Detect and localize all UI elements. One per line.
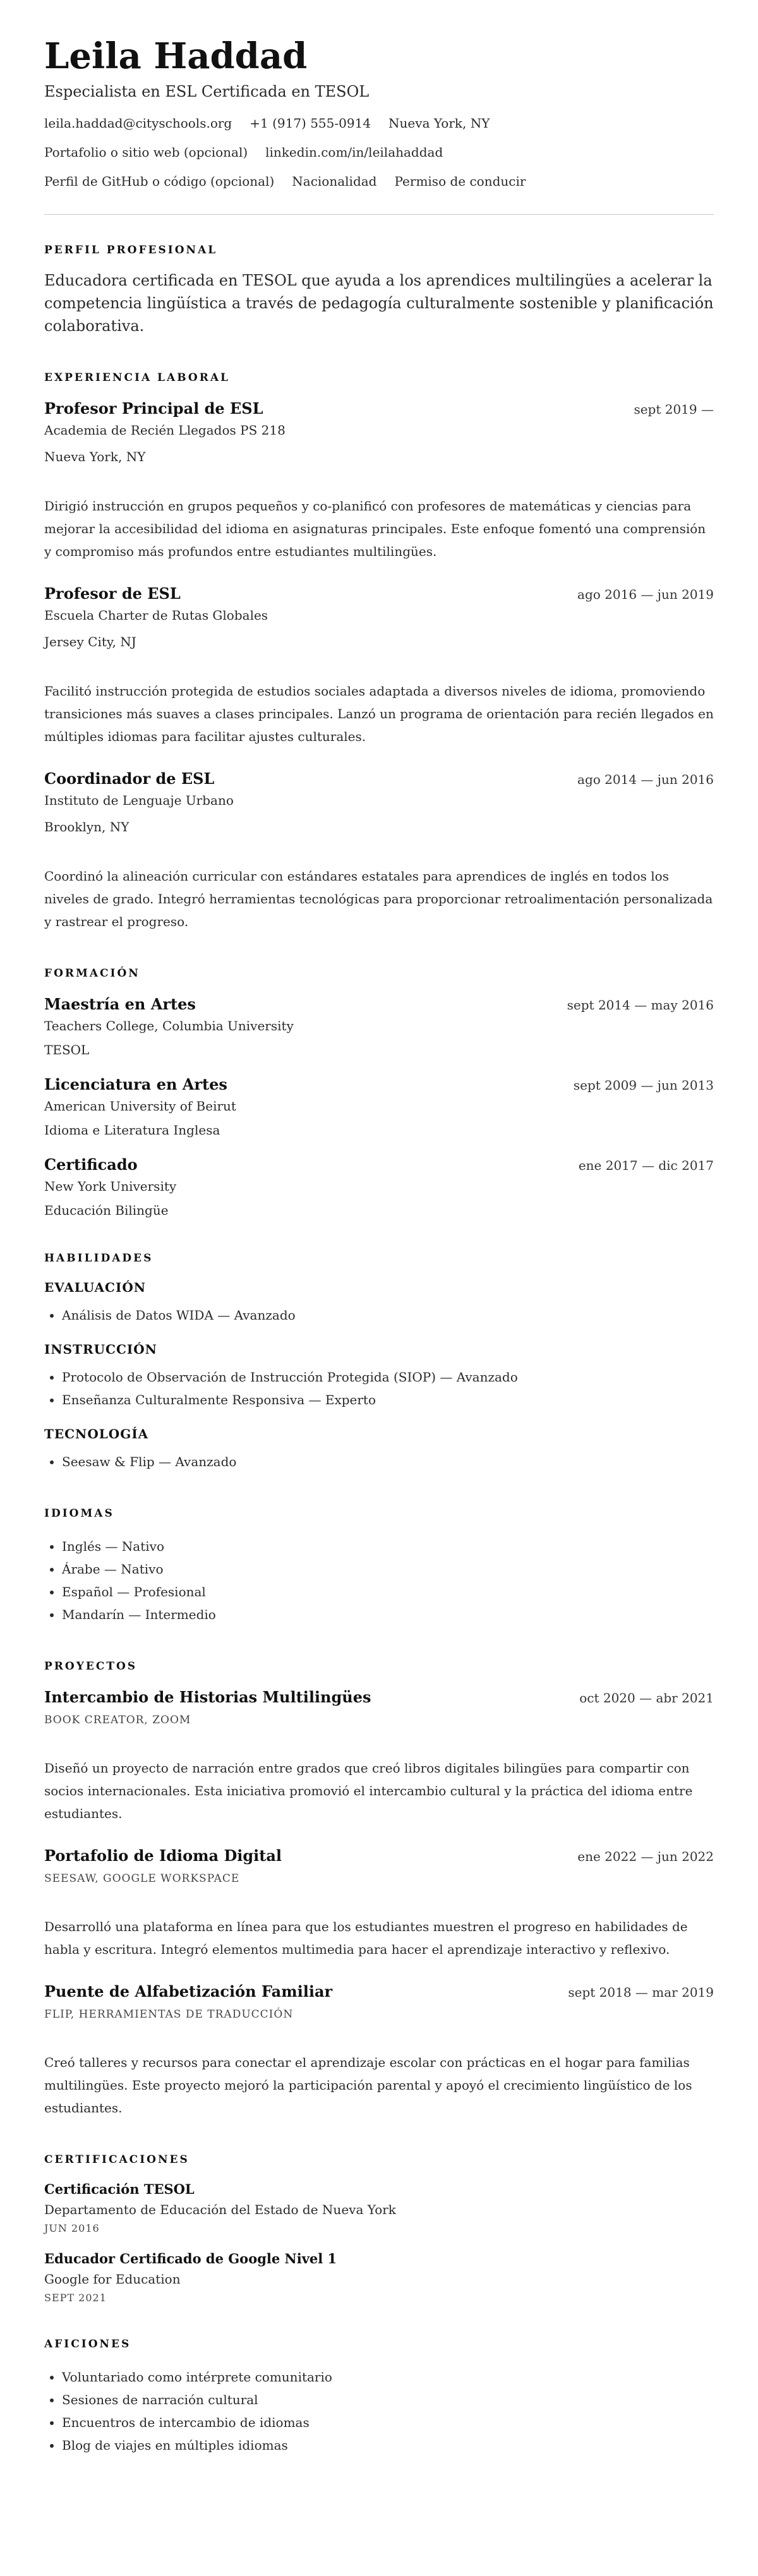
school-name: Teachers College, Columbia University — [44, 1018, 294, 1033]
skill-category: TECNOLOGÍA — [44, 1426, 149, 1441]
section-title-certifications: CERTIFICACIONES — [44, 2153, 190, 2166]
candidate-name: Leila Haddad — [44, 35, 308, 77]
skill-items — [44, 1304, 714, 1327]
certification-title: Educador Certificado de Google Nivel 1 — [44, 2250, 337, 2266]
project-entry — [44, 1688, 714, 1825]
section-title-summary: PERFIL PROFESIONAL — [44, 243, 218, 256]
experience-section — [44, 371, 714, 933]
project-description: Diseñó un proyecto de narración entre grados que creó libros digitales bilingües para compartir con socios internacionales. Esta iniciativa promovió el intercambio cultural y la práctica del idioma entre estudiantes. — [44, 1760, 693, 1821]
certification-issuer: Google for Education — [44, 2271, 181, 2287]
languages-section — [44, 1507, 714, 1626]
experience-entry — [44, 584, 714, 748]
employer-name: Escuela Charter de Rutas Globales — [44, 607, 268, 623]
entry-header — [44, 769, 714, 788]
summary-section — [44, 244, 714, 337]
education-dates: ene 2017 — dic 2017 — [578, 1157, 714, 1173]
section-title-skills: HABILIDADES — [44, 1251, 153, 1265]
skill-item: • Seesaw & Flip — Avanzado — [62, 1450, 714, 1473]
employer-name: Academia de Recién Llegados PS 218 — [44, 422, 286, 438]
entry-header — [44, 1155, 714, 1174]
language-item: • Inglés — Nativo — [62, 1535, 714, 1558]
section-title-languages: IDIOMAS — [44, 1507, 114, 1520]
hobby-item: • Voluntariado como intérprete comunitario — [62, 2366, 714, 2388]
certification-date: JUN 2016 — [44, 2222, 100, 2234]
education-entry — [44, 1075, 714, 1138]
entry-header — [44, 399, 714, 418]
project-dates: ene 2022 — jun 2022 — [577, 1848, 714, 1864]
entry-header — [44, 1075, 714, 1093]
project-tools: BOOK CREATOR, ZOOM — [44, 1713, 191, 1726]
project-description: Creó talleres y recursos para conectar el aprendizaje escolar con prácticas en el hogar para familias multilingües. Este proyecto mejoró la participación parental y apoyó el crecimiento lingüístico de los estudiantes. — [44, 2054, 692, 2116]
project-entry — [44, 1846, 714, 1961]
field-of-study: Idioma e Literatura Inglesa — [44, 1122, 220, 1138]
projects-section — [44, 1660, 714, 2119]
skill-item: • Enseñanza Culturalmente Responsiva — Experto — [62, 1388, 714, 1411]
job-location: Jersey City, NJ — [44, 634, 136, 649]
entry-header — [44, 1688, 714, 1706]
skills-section — [44, 1252, 714, 1473]
contact-row — [44, 116, 714, 131]
project-dates: sept 2018 — mar 2019 — [568, 1984, 714, 2000]
degree-name: Certificado — [44, 1155, 138, 1174]
hobby-item: • Blog de viajes en múltiples idiomas — [62, 2434, 714, 2457]
education-dates: sept 2009 — jun 2013 — [573, 1077, 714, 1093]
education-entry — [44, 1155, 714, 1218]
entry-header — [44, 584, 714, 603]
skill-group — [44, 1342, 714, 1411]
school-name: American University of Beirut — [44, 1098, 236, 1114]
job-location: Nueva York, NY — [44, 448, 146, 464]
job-description: Facilitó instrucción protegida de estudios sociales adaptada a diversos niveles de idioma, promoviendo transiciones más suaves a clases principales. Lanzó un programa de orientación para recién llegados en múltiples idiomas para facilitar ajustes culturales. — [44, 683, 714, 744]
certifications-section — [44, 2153, 714, 2304]
skill-category: INSTRUCCIÓN — [44, 1341, 157, 1357]
project-entry — [44, 1982, 714, 2119]
job-dates: ago 2014 — jun 2016 — [577, 771, 714, 787]
contact-item: Nacionalidad — [292, 173, 377, 189]
education-dates: sept 2014 — may 2016 — [567, 997, 714, 1013]
entry-header — [44, 1982, 714, 2001]
hobby-item: • Sesiones de narración cultural — [62, 2388, 714, 2411]
experience-entry — [44, 769, 714, 933]
project-title: Intercambio de Historias Multilingües — [44, 1687, 371, 1706]
project-title: Puente de Alfabetización Familiar — [44, 1982, 333, 2001]
degree-name: Licenciatura en Artes — [44, 1074, 227, 1093]
header-divider — [44, 214, 714, 215]
section-title-education: FORMACIÓN — [44, 966, 140, 980]
skill-group — [44, 1426, 714, 1473]
job-description: Dirigió instrucción en grupos pequeños y co-planificó con profesores de matemáticas y ciencias para mejorar la accesibilidad del idioma en asignaturas principales. Este enfoque fomentó una comprensión y compromiso más profundos entre estudiantes multilingües. — [44, 498, 706, 559]
project-tools: SEESAW, GOOGLE WORKSPACE — [44, 1872, 240, 1885]
certification-entry — [44, 2181, 714, 2234]
project-dates: oct 2020 — abr 2021 — [579, 1690, 714, 1706]
section-title-hobbies: AFICIONES — [44, 2337, 131, 2350]
section-title-projects: PROYECTOS — [44, 1659, 138, 1673]
contact-item[interactable]: leila.haddad@cityschools.org — [44, 115, 232, 131]
field-of-study: Educación Bilingüe — [44, 1202, 169, 1218]
skill-item: • Análisis de Datos WIDA — Avanzado — [62, 1304, 714, 1327]
certification-title: Certificación TESOL — [44, 2181, 195, 2197]
job-title: Coordinador de ESL — [44, 769, 215, 788]
skill-group — [44, 1280, 714, 1327]
skill-item: • Protocolo de Observación de Instrucción Protegida (SIOP) — Avanzado — [62, 1366, 714, 1388]
employer-name: Instituto de Lenguaje Urbano — [44, 792, 234, 808]
education-entry — [44, 995, 714, 1057]
skills-list — [44, 1280, 714, 1473]
contact-item: Perfil de GitHub o código (opcional) — [44, 173, 275, 189]
project-tools: FLIP, HERRAMIENTAS DE TRADUCCIÓN — [44, 2007, 294, 2021]
contact-item: Portafolio o sitio web (opcional) — [44, 144, 248, 160]
skill-items — [44, 1366, 714, 1411]
language-item: • Español — Profesional — [62, 1580, 714, 1603]
job-description: Coordinó la alineación curricular con estándares estatales para aprendices de inglés en todos los niveles de grado. Integró herramientas tecnológicas para proporcionar retroalimentación personalizada y rastrear el progreso. — [44, 868, 713, 929]
certification-entry — [44, 2251, 714, 2304]
language-item: • Mandarín — Intermedio — [62, 1603, 714, 1626]
job-dates: ago 2016 — jun 2019 — [577, 586, 714, 602]
contact-row — [44, 145, 714, 160]
contact-row — [44, 174, 714, 189]
hobby-item: • Encuentros de intercambio de idiomas — [62, 2411, 714, 2434]
certification-issuer: Departamento de Educación del Estado de Nueva York — [44, 2201, 396, 2217]
entry-header — [44, 1846, 714, 1865]
experience-entry — [44, 399, 714, 563]
project-description: Desarrolló una plataforma en línea para que los estudiantes muestren el progreso en habilidades de habla y escritura. Integró elementos multimedia para hacer el aprendizaje interactivo y reflexivo. — [44, 1918, 688, 1957]
contact-item: Nueva York, NY — [388, 115, 490, 131]
hobbies-section — [44, 2338, 714, 2457]
job-location: Brooklyn, NY — [44, 819, 129, 834]
field-of-study: TESOL — [44, 1042, 90, 1057]
education-list — [44, 995, 714, 1218]
contact-item[interactable]: +1 (917) 555-0914 — [250, 115, 371, 131]
certification-date: SEPT 2021 — [44, 2291, 107, 2304]
languages-list — [44, 1535, 714, 1626]
experience-list — [44, 399, 714, 933]
contact-item: Permiso de conducir — [394, 173, 526, 189]
school-name: New York University — [44, 1178, 177, 1194]
contact-item[interactable]: linkedin.com/in/leilahaddad — [265, 144, 443, 160]
language-item: • Árabe — Nativo — [62, 1558, 714, 1580]
contact-info — [44, 116, 714, 189]
section-title-experience: EXPERIENCIA LABORAL — [44, 371, 230, 384]
skill-category: EVALUACIÓN — [44, 1279, 147, 1295]
candidate-headline: Especialista en ESL Certificada en TESOL — [44, 82, 370, 100]
resume-header — [44, 35, 714, 189]
job-dates: sept 2019 — — [634, 401, 714, 417]
entry-header — [44, 995, 714, 1013]
job-title: Profesor Principal de ESL — [44, 399, 263, 418]
education-section — [44, 967, 714, 1218]
hobbies-list — [44, 2366, 714, 2457]
degree-name: Maestría en Artes — [44, 994, 196, 1013]
certifications-list — [44, 2181, 714, 2304]
projects-list — [44, 1688, 714, 2119]
skill-items — [44, 1450, 714, 1473]
summary-text: Educadora certificada en TESOL que ayuda a los aprendices multilingües a acelerar la competencia lingüística a través de pedagogía culturalmente sostenible y planificación colaborativa. — [44, 271, 714, 335]
project-title: Portafolio de Idioma Digital — [44, 1846, 282, 1865]
job-title: Profesor de ESL — [44, 584, 181, 603]
